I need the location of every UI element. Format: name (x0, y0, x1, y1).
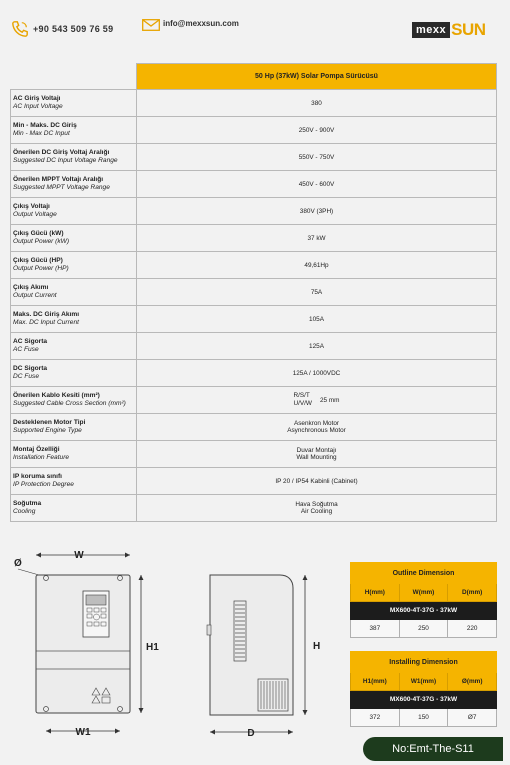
label-h1: H1 (146, 642, 159, 653)
row-value: 125A (137, 333, 497, 360)
row-value (137, 468, 497, 495)
row-value: 37 kW (137, 225, 497, 252)
outline-value-row (351, 620, 497, 638)
row-label-en: AC Fuse (13, 346, 39, 353)
installing-value-w1: 150 (399, 709, 448, 727)
row-label-tr: Çıkış Akımı (13, 284, 49, 291)
row-label-en: Max. DC Input Current (13, 319, 79, 326)
row-label-tr: Desteklenen Motor Tipi (13, 419, 86, 426)
outline-header-row (351, 584, 497, 602)
row-value-line1: Hava Soğutma (295, 501, 338, 508)
cable-value (294, 392, 340, 408)
outline-header-w: W(mm) (399, 584, 448, 602)
row-label-en: Output Power (HP) (13, 265, 69, 272)
cable-line2: U/V/W (293, 400, 312, 407)
phone-number: +90 543 509 76 59 (33, 24, 114, 34)
table-row (11, 198, 497, 225)
table-row (11, 171, 497, 198)
row-value-line1: Duvar Montajı (296, 447, 337, 454)
row-value-line2: Air Cooling (300, 508, 333, 515)
row-value-line2: Wall Mounting (296, 454, 337, 461)
outline-model: MX600-4T-37G - 37kW (351, 602, 497, 620)
mail-icon (142, 19, 160, 31)
installing-header-dia: Ø(mm) (448, 673, 497, 691)
outline-dimension-table (350, 562, 497, 638)
table-row (11, 279, 497, 306)
dimension-drawing (0, 545, 340, 745)
label-dia: Ø (14, 558, 22, 569)
row-label-tr: Maks. DC Giriş Akımı (13, 311, 80, 318)
row-label-en: Suggested DC Input Voltage Range (13, 157, 118, 164)
installing-value-dia: Ø7 (448, 709, 497, 727)
brand-logo (412, 21, 486, 39)
row-value: 75A (137, 279, 497, 306)
table-row (11, 360, 497, 387)
installing-title: Installing Dimension (351, 652, 497, 673)
row-label-en: Suggested MPPT Voltage Range (13, 184, 110, 191)
table-row (11, 441, 497, 468)
outline-value-w: 250 (399, 620, 448, 638)
logo-text-right: SUN (451, 20, 486, 39)
installing-value-row (351, 709, 497, 727)
outline-title: Outline Dimension (351, 563, 497, 584)
row-value: 380V (3PH) (137, 198, 497, 225)
table-row (11, 117, 497, 144)
outline-value-h: 387 (351, 620, 400, 638)
table-row (11, 387, 497, 414)
installing-dimension-table (350, 651, 497, 727)
row-value-line2: Asynchronous Motor (287, 427, 346, 434)
row-value: 250V - 900V (137, 117, 497, 144)
row-label-tr: DC Sigorta (13, 365, 48, 372)
row-label-en: DC Fuse (13, 373, 40, 380)
row-label-tr: Min - Maks. DC Giriş (13, 122, 77, 129)
spec-table (10, 63, 497, 522)
label-w1: W1 (75, 727, 91, 738)
row-label-tr: Önerilen MPPT Voltajı Aralığı (13, 176, 104, 183)
row-label-tr: Çıkış Gücü (HP) (13, 257, 63, 264)
installing-header-row (351, 673, 497, 691)
row-value: 105A (137, 306, 497, 333)
row-value: 380 (137, 90, 497, 117)
row-value-line1: Asenkron Motor (293, 420, 340, 427)
row-label-en: AC Input Voltage (13, 103, 63, 110)
table-row (11, 90, 497, 117)
table-row (11, 414, 497, 441)
table-row (11, 468, 497, 495)
phone-icon (11, 20, 29, 38)
installing-header-h1: H1(mm) (351, 673, 400, 691)
row-label-en: Supported Engine Type (13, 427, 82, 434)
row-label-en: IP Protection Degree (13, 481, 74, 488)
table-row (11, 225, 497, 252)
row-value (137, 441, 497, 468)
row-label-en: Output Current (13, 292, 57, 299)
table-row (11, 252, 497, 279)
logo-text-left: mexx (412, 22, 450, 38)
row-label-en: Output Power (kW) (13, 238, 70, 245)
row-value (137, 495, 497, 522)
table-row (11, 306, 497, 333)
row-label-en: Suggested Cable Cross Section (mm²) (13, 400, 126, 407)
row-label-en: Output Voltage (13, 211, 57, 218)
spec-table-header (11, 64, 497, 90)
table-row (11, 333, 497, 360)
row-value (137, 414, 497, 441)
header (0, 0, 510, 52)
row-value: 125A / 1000VDC (137, 360, 497, 387)
side-view (207, 575, 320, 739)
row-label-en: Min - Max DC Input (13, 130, 70, 137)
row-label-en: Cooling (13, 508, 36, 515)
row-value: 49,61Hp (137, 252, 497, 279)
installing-value-h1: 372 (351, 709, 400, 727)
row-value: 450V - 600V (137, 171, 497, 198)
row-label-tr: IP koruma sınıfı (13, 473, 62, 480)
row-label-tr: Çıkış Voltajı (13, 203, 50, 210)
label-h: H (313, 641, 321, 652)
outline-header-d: D(mm) (448, 584, 497, 602)
row-label-tr: Soğutma (13, 500, 42, 507)
front-view (14, 550, 159, 738)
table-row (11, 495, 497, 522)
row-label-tr: Montaj Özelliği (13, 446, 60, 453)
cable-size: 25 mm (319, 396, 340, 404)
outline-value-d: 220 (448, 620, 497, 638)
row-label-tr: Önerilen Kablo Kesiti (mm²) (13, 392, 100, 399)
row-value: 550V - 750V (137, 144, 497, 171)
table-row (11, 144, 497, 171)
row-label-tr: Çıkış Gücü (kW) (13, 230, 64, 237)
row-value-line1: IP 20 / IP54 Kabinli (Cabinet) (275, 477, 358, 485)
document-number-badge: No:Emt-The-S11 (363, 737, 503, 761)
row-label-en: Installation Feature (13, 454, 70, 461)
installing-header-w1: W1(mm) (399, 673, 448, 691)
spec-table-title: 50 Hp (37kW) Solar Pompa Sürücüsü (137, 64, 497, 90)
outline-header-h: H(mm) (351, 584, 400, 602)
label-d: D (247, 728, 255, 739)
email-address: info@mexxsun.com (163, 19, 239, 28)
installing-model: MX600-4T-37G - 37kW (351, 691, 497, 709)
cable-line1: R/S/T (293, 392, 310, 399)
row-label-tr: AC Giriş Voltajı (13, 95, 61, 102)
row-label-tr: AC Sigorta (13, 338, 48, 345)
label-w: W (74, 550, 84, 561)
row-label-tr: Önerilen DC Giriş Voltaj Aralığı (13, 149, 110, 156)
